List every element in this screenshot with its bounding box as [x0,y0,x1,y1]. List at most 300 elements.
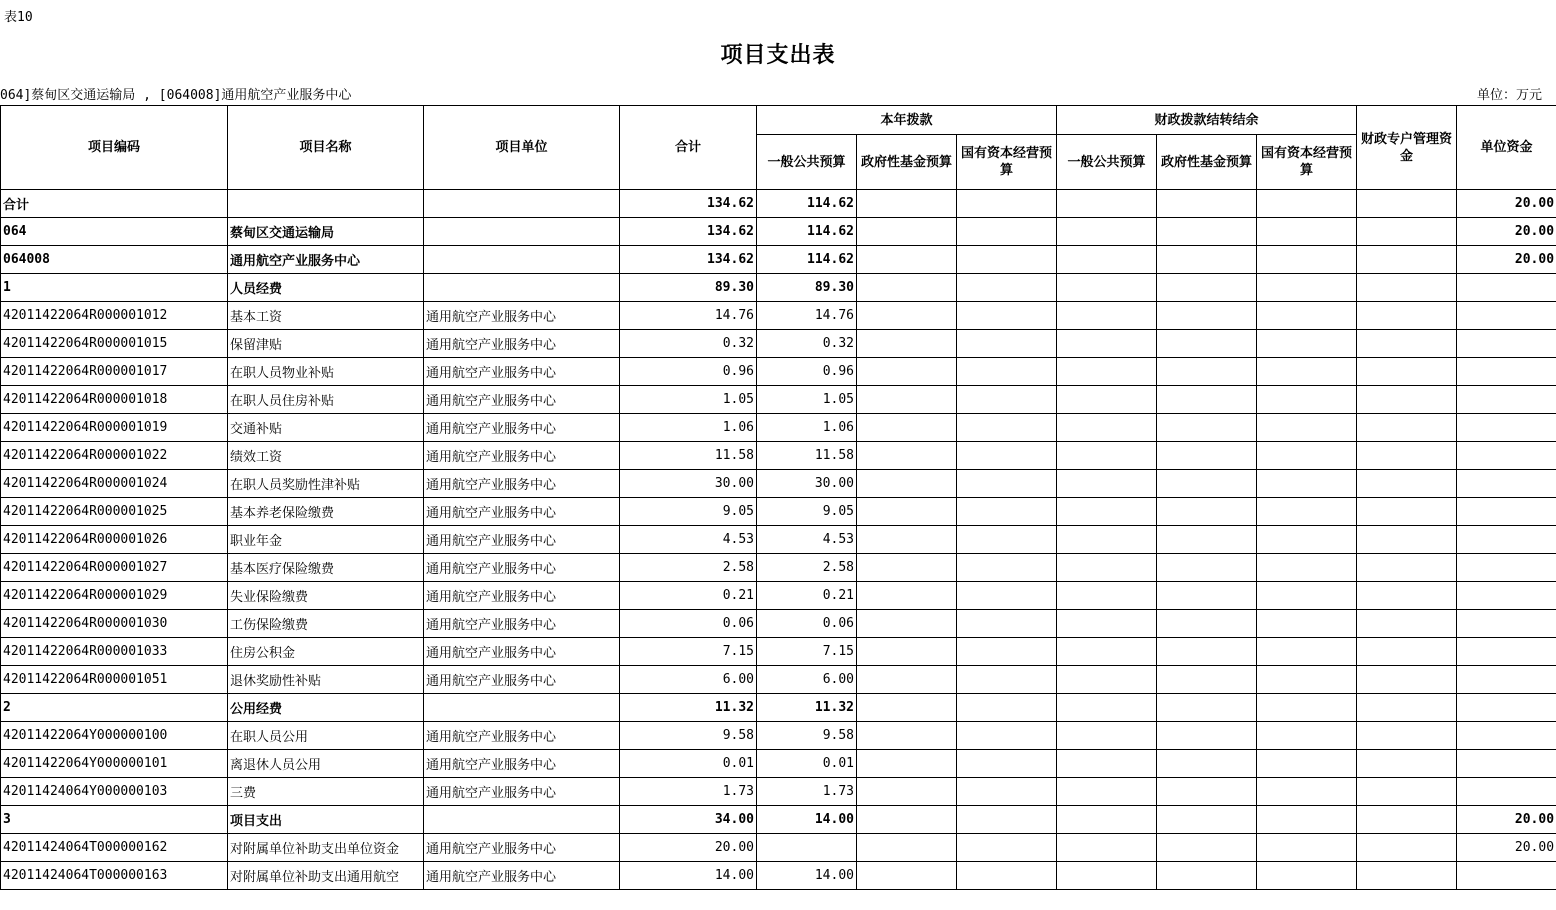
cell-carryover-general-budget [1057,218,1157,246]
cell-code: 42011422064R000001015 [1,330,228,358]
cell-name: 在职人员物业补贴 [228,358,424,386]
col-header-name: 项目名称 [228,106,424,190]
cell-carryover-gov-fund-budget [1157,330,1257,358]
cell-gov-fund-budget [857,470,957,498]
cell-total: 9.58 [620,722,757,750]
cell-carryover-state-capital-budget [1257,414,1357,442]
cell-special-account [1357,554,1457,582]
cell-gov-fund-budget [857,330,957,358]
cell-state-capital-budget [957,778,1057,806]
cell-unit: 通用航空产业服务中心 [424,330,620,358]
cell-general-budget: 4.53 [757,526,857,554]
cell-name: 保留津贴 [228,330,424,358]
cell-state-capital-budget [957,666,1057,694]
cell-state-capital-budget [957,834,1057,862]
table-row [1,666,1556,694]
cell-gov-fund-budget [857,610,957,638]
cell-carryover-state-capital-budget [1257,750,1357,778]
table-row [1,218,1556,246]
cell-state-capital-budget [957,386,1057,414]
cell-code: 42011422064R000001026 [1,526,228,554]
cell-carryover-gov-fund-budget [1157,694,1257,722]
cell-gov-fund-budget [857,358,957,386]
cell-carryover-gov-fund-budget [1157,638,1257,666]
cell-own-funds [1457,498,1556,526]
cell-gov-fund-budget [857,694,957,722]
cell-general-budget: 0.06 [757,610,857,638]
cell-special-account [1357,526,1457,554]
cell-general-budget: 14.00 [757,806,857,834]
cell-total: 134.62 [620,218,757,246]
cell-total: 0.06 [620,610,757,638]
cell-own-funds [1457,554,1556,582]
col-header-state-capital-budget: 国有资本经营预算 [957,135,1057,190]
cell-own-funds: 20.00 [1457,246,1556,274]
cell-carryover-gov-fund-budget [1157,722,1257,750]
table-row [1,274,1556,302]
cell-carryover-gov-fund-budget [1157,498,1257,526]
cell-code: 42011422064R000001027 [1,554,228,582]
cell-gov-fund-budget [857,302,957,330]
cell-state-capital-budget [957,498,1057,526]
cell-state-capital-budget [957,806,1057,834]
cell-carryover-gov-fund-budget [1157,190,1257,218]
cell-state-capital-budget [957,554,1057,582]
cell-carryover-general-budget [1057,470,1157,498]
cell-general-budget [757,834,857,862]
cell-own-funds [1457,610,1556,638]
table-row [1,778,1556,806]
cell-own-funds: 20.00 [1457,190,1556,218]
cell-carryover-gov-fund-budget [1157,274,1257,302]
cell-special-account [1357,470,1457,498]
cell-carryover-general-budget [1057,498,1157,526]
cell-carryover-state-capital-budget [1257,330,1357,358]
cell-general-budget: 1.73 [757,778,857,806]
cell-general-budget: 14.00 [757,862,857,890]
cell-carryover-gov-fund-budget [1157,442,1257,470]
cell-general-budget: 0.21 [757,582,857,610]
cell-gov-fund-budget [857,442,957,470]
cell-own-funds [1457,330,1556,358]
table-row [1,358,1556,386]
cell-carryover-gov-fund-budget [1157,862,1257,890]
cell-carryover-general-budget [1057,526,1157,554]
cell-carryover-general-budget [1057,722,1157,750]
cell-carryover-state-capital-budget [1257,358,1357,386]
table-row [1,750,1556,778]
cell-state-capital-budget [957,638,1057,666]
cell-unit: 通用航空产业服务中心 [424,666,620,694]
cell-name: 基本工资 [228,302,424,330]
table-row [1,302,1556,330]
cell-carryover-gov-fund-budget [1157,610,1257,638]
cell-special-account [1357,358,1457,386]
cell-carryover-gov-fund-budget [1157,302,1257,330]
cell-unit: 通用航空产业服务中心 [424,778,620,806]
cell-carryover-gov-fund-budget [1157,358,1257,386]
cell-own-funds: 20.00 [1457,834,1556,862]
cell-gov-fund-budget [857,190,957,218]
cell-special-account [1357,666,1457,694]
cell-carryover-general-budget [1057,246,1157,274]
cell-general-budget: 11.32 [757,694,857,722]
cell-name: 交通补贴 [228,414,424,442]
cell-code: 42011422064R000001033 [1,638,228,666]
cell-total: 14.76 [620,302,757,330]
cell-unit [424,274,620,302]
cell-state-capital-budget [957,862,1057,890]
cell-carryover-state-capital-budget [1257,862,1357,890]
cell-unit: 通用航空产业服务中心 [424,414,620,442]
table-row [1,386,1556,414]
cell-gov-fund-budget [857,246,957,274]
cell-carryover-general-budget [1057,330,1157,358]
cell-unit: 通用航空产业服务中心 [424,750,620,778]
cell-general-budget: 9.05 [757,498,857,526]
cell-state-capital-budget [957,722,1057,750]
cell-own-funds [1457,470,1556,498]
cell-special-account [1357,862,1457,890]
cell-own-funds [1457,694,1556,722]
cell-own-funds: 20.00 [1457,806,1556,834]
cell-gov-fund-budget [857,554,957,582]
col-group-carryover: 财政拨款结转结余 [1057,106,1357,135]
cell-name: 工伤保险缴费 [228,610,424,638]
cell-unit: 通用航空产业服务中心 [424,722,620,750]
cell-special-account [1357,694,1457,722]
cell-total: 134.62 [620,190,757,218]
cell-name: 三费 [228,778,424,806]
cell-own-funds [1457,274,1556,302]
cell-own-funds [1457,442,1556,470]
cell-gov-fund-budget [857,414,957,442]
cell-unit: 通用航空产业服务中心 [424,498,620,526]
cell-name: 通用航空产业服务中心 [228,246,424,274]
cell-carryover-gov-fund-budget [1157,218,1257,246]
cell-carryover-general-budget [1057,190,1157,218]
cell-unit [424,218,620,246]
cell-unit: 通用航空产业服务中心 [424,386,620,414]
cell-code: 42011422064R000001017 [1,358,228,386]
cell-gov-fund-budget [857,218,957,246]
cell-special-account [1357,498,1457,526]
cell-total: 0.32 [620,330,757,358]
col-header-own-funds: 单位资金 [1457,106,1556,190]
cell-unit [424,806,620,834]
cell-own-funds [1457,302,1556,330]
cell-carryover-general-budget [1057,302,1157,330]
cell-special-account [1357,722,1457,750]
cell-own-funds [1457,386,1556,414]
cell-name: 在职人员公用 [228,722,424,750]
cell-special-account [1357,302,1457,330]
cell-carryover-gov-fund-budget [1157,582,1257,610]
cell-carryover-gov-fund-budget [1157,778,1257,806]
cell-carryover-state-capital-budget [1257,470,1357,498]
cell-gov-fund-budget [857,834,957,862]
cell-name: 在职人员奖励性津补贴 [228,470,424,498]
cell-name: 项目支出 [228,806,424,834]
cell-code: 42011424064Y000000103 [1,778,228,806]
cell-gov-fund-budget [857,386,957,414]
cell-name: 离退休人员公用 [228,750,424,778]
cell-general-budget: 7.15 [757,638,857,666]
cell-carryover-gov-fund-budget [1157,470,1257,498]
cell-general-budget: 30.00 [757,470,857,498]
cell-carryover-state-capital-budget [1257,638,1357,666]
cell-code: 3 [1,806,228,834]
cell-gov-fund-budget [857,274,957,302]
cell-code: 42011422064R000001029 [1,582,228,610]
cell-special-account [1357,582,1457,610]
sheet-label: 表10 [4,10,33,25]
cell-carryover-state-capital-budget [1257,554,1357,582]
cell-carryover-general-budget [1057,638,1157,666]
cell-own-funds [1457,582,1556,610]
cell-total: 89.30 [620,274,757,302]
cell-own-funds [1457,750,1556,778]
cell-carryover-general-budget [1057,666,1157,694]
cell-unit: 通用航空产业服务中心 [424,834,620,862]
cell-unit: 通用航空产业服务中心 [424,582,620,610]
cell-gov-fund-budget [857,862,957,890]
cell-general-budget: 0.96 [757,358,857,386]
cell-carryover-gov-fund-budget [1157,246,1257,274]
cell-special-account [1357,190,1457,218]
cell-general-budget: 114.62 [757,218,857,246]
col-header-carryover-state-capital-budget: 国有资本经营预算 [1257,135,1357,190]
cell-carryover-state-capital-budget [1257,246,1357,274]
project-expenditure-table [0,105,1556,890]
cell-code: 42011424064T000000162 [1,834,228,862]
cell-special-account [1357,414,1457,442]
cell-carryover-general-budget [1057,414,1157,442]
cell-carryover-state-capital-budget [1257,442,1357,470]
cell-name: 失业保险缴费 [228,582,424,610]
cell-unit: 通用航空产业服务中心 [424,610,620,638]
cell-carryover-general-budget [1057,694,1157,722]
cell-general-budget: 1.05 [757,386,857,414]
table-row [1,498,1556,526]
cell-code: 42011422064R000001012 [1,302,228,330]
cell-general-budget: 2.58 [757,554,857,582]
cell-gov-fund-budget [857,526,957,554]
cell-general-budget: 0.01 [757,750,857,778]
cell-own-funds [1457,666,1556,694]
cell-carryover-general-budget [1057,554,1157,582]
cell-gov-fund-budget [857,498,957,526]
cell-own-funds [1457,526,1556,554]
cell-carryover-gov-fund-budget [1157,554,1257,582]
col-header-gov-fund-budget: 政府性基金预算 [857,135,957,190]
cell-state-capital-budget [957,610,1057,638]
table-row [1,582,1556,610]
cell-carryover-state-capital-budget [1257,218,1357,246]
cell-carryover-state-capital-budget [1257,666,1357,694]
cell-special-account [1357,806,1457,834]
cell-state-capital-budget [957,246,1057,274]
cell-own-funds [1457,722,1556,750]
cell-total: 0.96 [620,358,757,386]
cell-name: 基本养老保险缴费 [228,498,424,526]
cell-name: 蔡甸区交通运输局 [228,218,424,246]
cell-unit: 通用航空产业服务中心 [424,554,620,582]
cell-state-capital-budget [957,190,1057,218]
cell-state-capital-budget [957,582,1057,610]
cell-carryover-state-capital-budget [1257,498,1357,526]
cell-code: 42011422064Y000000101 [1,750,228,778]
cell-name: 基本医疗保险缴费 [228,554,424,582]
cell-own-funds [1457,638,1556,666]
unit-line: 单位：万元 [1476,88,1542,103]
cell-carryover-general-budget [1057,386,1157,414]
cell-carryover-general-budget [1057,274,1157,302]
cell-state-capital-budget [957,414,1057,442]
cell-own-funds [1457,778,1556,806]
cell-carryover-state-capital-budget [1257,694,1357,722]
cell-code: 1 [1,274,228,302]
cell-gov-fund-budget [857,806,957,834]
cell-state-capital-budget [957,694,1057,722]
cell-unit [424,246,620,274]
cell-name: 住房公积金 [228,638,424,666]
cell-gov-fund-budget [857,722,957,750]
cell-code: 42011422064R000001030 [1,610,228,638]
cell-name: 在职人员住房补贴 [228,386,424,414]
table-row [1,414,1556,442]
cell-gov-fund-budget [857,750,957,778]
cell-general-budget: 114.62 [757,190,857,218]
cell-name: 职业年金 [228,526,424,554]
cell-total: 1.05 [620,386,757,414]
cell-gov-fund-budget [857,638,957,666]
cell-carryover-state-capital-budget [1257,274,1357,302]
cell-code: 2 [1,694,228,722]
table-row [1,330,1556,358]
cell-special-account [1357,246,1457,274]
cell-total: 11.58 [620,442,757,470]
cell-own-funds [1457,414,1556,442]
cell-unit: 通用航空产业服务中心 [424,470,620,498]
col-group-current-year: 本年拨款 [757,106,1057,135]
cell-code: 064 [1,218,228,246]
cell-carryover-state-capital-budget [1257,834,1357,862]
table-row [1,806,1556,834]
cell-special-account [1357,442,1457,470]
cell-total: 4.53 [620,526,757,554]
cell-general-budget: 9.58 [757,722,857,750]
table-row [1,610,1556,638]
cell-carryover-general-budget [1057,862,1157,890]
cell-name [228,190,424,218]
cell-special-account [1357,610,1457,638]
table-row [1,442,1556,470]
cell-name: 公用经费 [228,694,424,722]
cell-total: 0.21 [620,582,757,610]
cell-carryover-general-budget [1057,778,1157,806]
cell-state-capital-budget [957,274,1057,302]
cell-state-capital-budget [957,750,1057,778]
table-row [1,834,1556,862]
table-row [1,862,1556,890]
cell-carryover-general-budget [1057,806,1157,834]
cell-general-budget: 0.32 [757,330,857,358]
cell-carryover-general-budget [1057,610,1157,638]
cell-unit [424,190,620,218]
col-header-special-account: 财政专户管理资金 [1357,106,1457,190]
cell-total: 2.58 [620,554,757,582]
cell-special-account [1357,750,1457,778]
cell-state-capital-budget [957,358,1057,386]
cell-carryover-state-capital-budget [1257,722,1357,750]
cell-general-budget: 11.58 [757,442,857,470]
col-header-carryover-general-budget: 一般公共预算 [1057,135,1157,190]
cell-state-capital-budget [957,470,1057,498]
cell-total: 6.00 [620,666,757,694]
cell-general-budget: 89.30 [757,274,857,302]
cell-total: 11.32 [620,694,757,722]
col-header-code: 项目编码 [1,106,228,190]
cell-total: 1.73 [620,778,757,806]
cell-carryover-state-capital-budget [1257,582,1357,610]
table-row [1,722,1556,750]
cell-state-capital-budget [957,330,1057,358]
col-header-general-budget: 一般公共预算 [757,135,857,190]
cell-code: 42011422064R000001019 [1,414,228,442]
cell-unit: 通用航空产业服务中心 [424,358,620,386]
cell-total: 34.00 [620,806,757,834]
cell-carryover-state-capital-budget [1257,806,1357,834]
cell-carryover-gov-fund-budget [1157,414,1257,442]
cell-name: 绩效工资 [228,442,424,470]
cell-carryover-state-capital-budget [1257,778,1357,806]
cell-total: 0.01 [620,750,757,778]
cell-unit: 通用航空产业服务中心 [424,638,620,666]
cell-carryover-gov-fund-budget [1157,526,1257,554]
cell-unit [424,694,620,722]
table-row [1,470,1556,498]
cell-gov-fund-budget [857,666,957,694]
col-header-carryover-gov-fund-budget: 政府性基金预算 [1157,135,1257,190]
col-header-total: 合计 [620,106,757,190]
cell-general-budget: 6.00 [757,666,857,694]
cell-general-budget: 14.76 [757,302,857,330]
cell-special-account [1357,330,1457,358]
page-title: 项目支出表 [720,43,836,68]
cell-unit: 通用航空产业服务中心 [424,862,620,890]
cell-carryover-state-capital-budget [1257,386,1357,414]
cell-carryover-state-capital-budget [1257,526,1357,554]
cell-carryover-gov-fund-budget [1157,666,1257,694]
cell-total: 9.05 [620,498,757,526]
cell-gov-fund-budget [857,778,957,806]
cell-total: 20.00 [620,834,757,862]
cell-carryover-gov-fund-budget [1157,386,1257,414]
cell-special-account [1357,638,1457,666]
cell-name: 退休奖励性补贴 [228,666,424,694]
cell-special-account [1357,274,1457,302]
cell-code: 42011422064R000001051 [1,666,228,694]
cell-name: 人员经费 [228,274,424,302]
cell-code: 42011422064R000001024 [1,470,228,498]
cell-carryover-state-capital-budget [1257,190,1357,218]
cell-carryover-gov-fund-budget [1157,806,1257,834]
cell-name: 对附属单位补助支出通用航空 [228,862,424,890]
cell-carryover-gov-fund-budget [1157,834,1257,862]
cell-special-account [1357,386,1457,414]
cell-carryover-general-budget [1057,442,1157,470]
